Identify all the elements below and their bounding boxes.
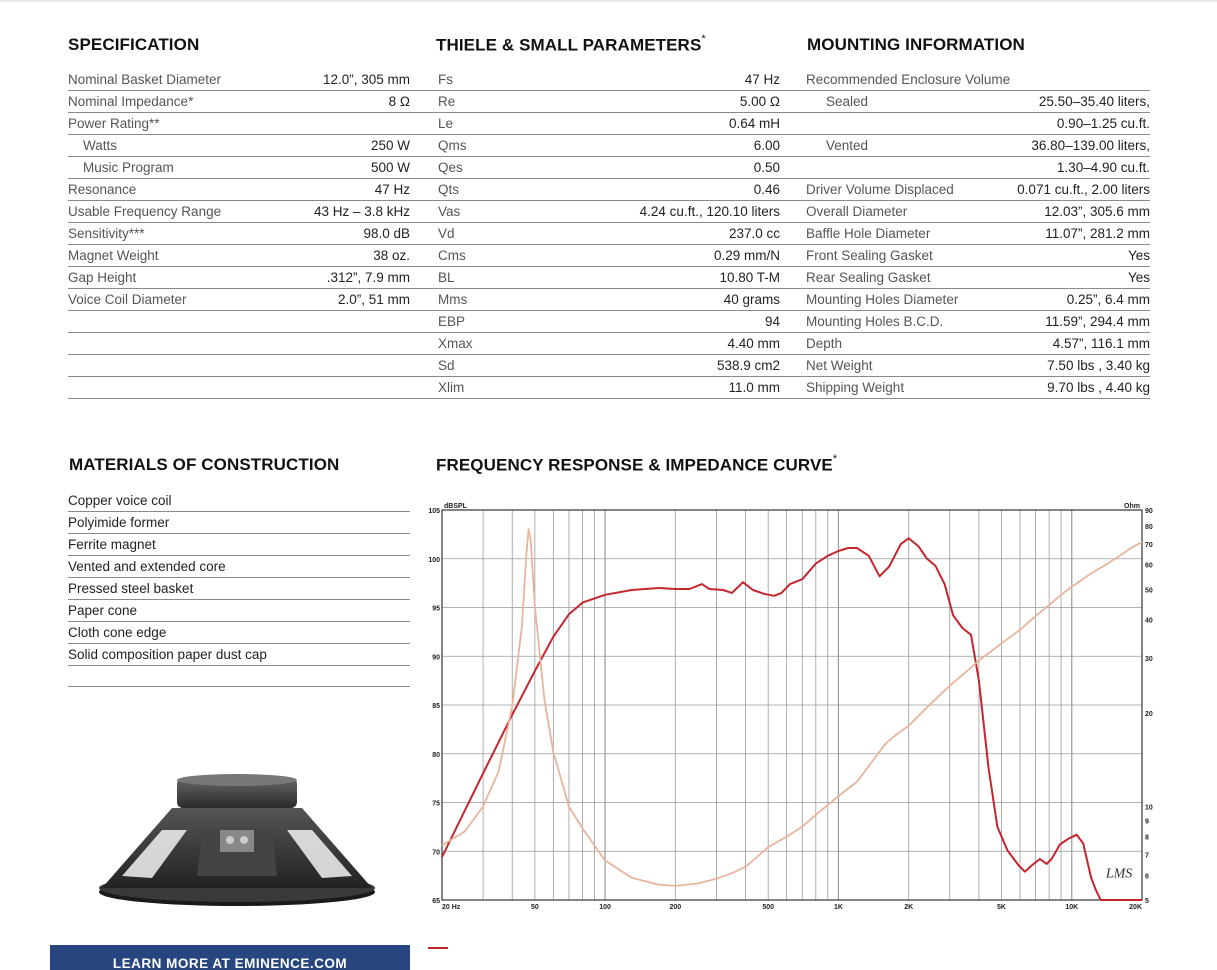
y2-axis-label: Ohm bbox=[1124, 503, 1140, 510]
mount-label: Rear Sealing Gasket bbox=[806, 270, 931, 285]
spec-label: Music Program bbox=[83, 160, 174, 175]
spec-row bbox=[68, 157, 410, 179]
mount-row bbox=[780, 311, 1150, 333]
y-tick-label: 90 bbox=[432, 654, 440, 662]
spec-value: 8 Ω bbox=[388, 94, 410, 109]
x-tick-label: 20 Hz bbox=[442, 904, 461, 911]
ts-label: Vd bbox=[438, 226, 455, 241]
spec-label: Nominal Basket Diameter bbox=[68, 72, 222, 87]
x-tick-label: 2K bbox=[904, 904, 914, 911]
materials-heading: MATERIALS OF CONSTRUCTION bbox=[69, 455, 340, 474]
mount-label: Front Sealing Gasket bbox=[806, 248, 933, 263]
x-tick-label: 500 bbox=[762, 904, 775, 911]
lms-watermark: LMS bbox=[1105, 866, 1133, 882]
material-item: Pressed steel basket bbox=[68, 578, 410, 600]
spec-label: Usable Frequency Range bbox=[68, 204, 222, 219]
y2-tick-label: 7 bbox=[1145, 852, 1149, 860]
y-tick-label: 70 bbox=[432, 849, 440, 857]
ts-label: Qms bbox=[438, 138, 467, 153]
y2-tick-label: 10 bbox=[1145, 804, 1153, 812]
y2-tick-label: 9 bbox=[1145, 818, 1149, 826]
spec-row bbox=[68, 179, 410, 201]
material-item-empty bbox=[68, 666, 410, 687]
ts-value: 0.64 mH bbox=[728, 116, 780, 131]
specification-table bbox=[68, 69, 410, 399]
y2-tick-label: 8 bbox=[1145, 834, 1149, 842]
material-item: Ferrite magnet bbox=[68, 534, 410, 556]
ts-value: 11.0 mm bbox=[728, 380, 780, 395]
spec-row bbox=[68, 267, 410, 289]
ts-label: Re bbox=[438, 94, 456, 109]
spec-label: Watts bbox=[83, 138, 118, 153]
mount-label: Sealed bbox=[826, 94, 869, 109]
mount-row bbox=[780, 201, 1150, 223]
spec-label: Magnet Weight bbox=[68, 248, 159, 263]
accent-dash bbox=[428, 947, 448, 949]
material-item: Vented and extended core bbox=[68, 556, 410, 578]
ts-row bbox=[410, 113, 780, 135]
spec-row bbox=[68, 289, 410, 311]
ts-row bbox=[410, 355, 780, 377]
ts-label: Xlim bbox=[438, 380, 465, 395]
spec-value: 98.0 dB bbox=[363, 226, 410, 241]
spec-label: Power Rating** bbox=[68, 116, 160, 131]
mount-value: 25.50–35.40 liters, bbox=[1038, 94, 1150, 109]
y-axis-label: dBSPL bbox=[444, 503, 467, 510]
mount-value: Yes bbox=[1127, 248, 1150, 263]
x-tick-label: 1K bbox=[833, 904, 843, 911]
spec-row bbox=[68, 91, 410, 113]
ts-label: Xmax bbox=[438, 336, 473, 351]
spec-label: Resonance bbox=[68, 182, 137, 197]
ts-label: BL bbox=[438, 270, 455, 285]
specification-heading: SPECIFICATION bbox=[68, 35, 200, 54]
thiele-small-title: THIELE & SMALL PARAMETERS bbox=[436, 35, 702, 55]
mounting-table bbox=[780, 69, 1150, 399]
y-tick-label: 80 bbox=[432, 751, 440, 759]
ts-value: 0.46 bbox=[753, 182, 780, 197]
y-tick-label: 85 bbox=[432, 703, 440, 710]
x-tick-label: 10K bbox=[1065, 904, 1079, 911]
y-tick-label: 75 bbox=[432, 800, 440, 808]
ts-label: Cms bbox=[438, 248, 466, 263]
material-item: Copper voice coil bbox=[68, 490, 410, 512]
spec-value: 38 oz. bbox=[373, 248, 410, 263]
spec-row-empty bbox=[68, 377, 410, 399]
ts-value: 47 Hz bbox=[744, 72, 780, 87]
mount-value: 11.07”, 281.2 mm bbox=[1045, 226, 1150, 241]
x-tick-label: 100 bbox=[599, 904, 611, 911]
y2-tick-label: 80 bbox=[1145, 523, 1153, 531]
mount-value: 4.57”, 116.1 mm bbox=[1052, 336, 1150, 351]
spec-row-empty bbox=[68, 355, 410, 377]
mount-label: Mounting Holes Diameter bbox=[806, 292, 959, 307]
ts-label: Qts bbox=[438, 182, 460, 197]
spec-row bbox=[68, 69, 410, 91]
y2-tick-label: 6 bbox=[1145, 873, 1149, 881]
mount-row bbox=[780, 157, 1150, 179]
spec-value: 250 W bbox=[370, 138, 410, 153]
ts-row bbox=[410, 69, 780, 91]
speaker-terminals bbox=[220, 830, 254, 852]
mount-row bbox=[780, 223, 1150, 245]
ts-label: Vas bbox=[438, 204, 461, 219]
ts-value: 0.29 mm/N bbox=[713, 248, 780, 263]
ts-label: EBP bbox=[438, 314, 466, 329]
ts-row bbox=[410, 179, 780, 201]
mount-label: Shipping Weight bbox=[806, 380, 905, 395]
spec-label: Voice Coil Diameter bbox=[68, 292, 187, 307]
ts-value: 4.40 mm bbox=[727, 336, 780, 351]
materials-list bbox=[68, 490, 410, 687]
thiele-small-heading bbox=[436, 35, 706, 56]
spec-row bbox=[68, 135, 410, 157]
ts-label: Qes bbox=[438, 160, 463, 175]
ts-value: 4.24 cu.ft., 120.10 liters bbox=[639, 204, 780, 219]
spec-value: 47 Hz bbox=[374, 182, 410, 197]
y2-tick-label: 30 bbox=[1145, 656, 1153, 664]
mount-label: Net Weight bbox=[806, 358, 873, 373]
material-item: Cloth cone edge bbox=[68, 622, 410, 644]
y-tick-label: 95 bbox=[432, 605, 440, 613]
mount-row bbox=[780, 289, 1150, 311]
spec-row bbox=[68, 223, 410, 245]
mount-label: Vented bbox=[826, 138, 869, 153]
terminal-icon bbox=[226, 836, 234, 844]
y-tick-label: 100 bbox=[428, 556, 440, 564]
spec-label: Nominal Impedance* bbox=[68, 94, 194, 109]
mount-row bbox=[780, 355, 1150, 377]
ts-label: Mms bbox=[438, 292, 468, 307]
mount-label: Mounting Holes B.C.D. bbox=[806, 314, 944, 329]
spec-label: Gap Height bbox=[68, 270, 137, 285]
mounting-heading: MOUNTING INFORMATION bbox=[807, 35, 1025, 54]
mount-value: 1.30–4.90 cu.ft. bbox=[1056, 160, 1150, 175]
y-tick-label: 105 bbox=[428, 508, 440, 515]
ts-value: 237.0 cc bbox=[728, 226, 780, 241]
spec-row bbox=[68, 201, 410, 223]
ts-value: 40 grams bbox=[723, 292, 780, 307]
ts-row bbox=[410, 377, 780, 399]
ts-row bbox=[410, 311, 780, 333]
ts-row bbox=[410, 245, 780, 267]
mount-label: Driver Volume Displaced bbox=[806, 182, 954, 197]
mount-label: Baffle Hole Diameter bbox=[806, 226, 931, 241]
spec-value: 500 W bbox=[370, 160, 410, 175]
y2-tick-label: 90 bbox=[1145, 508, 1153, 515]
x-tick-label: 5K bbox=[997, 904, 1006, 911]
spec-value: 43 Hz – 3.8 kHz bbox=[313, 204, 410, 219]
x-tick-label: 50 bbox=[530, 904, 539, 911]
terminal-icon bbox=[240, 836, 248, 844]
mount-value: 12.03”, 305.6 mm bbox=[1044, 204, 1150, 219]
spec-row bbox=[68, 245, 410, 267]
ts-value: 0.50 bbox=[753, 160, 780, 175]
spec-value: .312”, 7.9 mm bbox=[326, 270, 410, 285]
mount-row bbox=[780, 91, 1150, 113]
thiele-small-asterisk: * bbox=[701, 33, 706, 45]
ts-row bbox=[410, 157, 780, 179]
y2-tick-label: 70 bbox=[1145, 541, 1153, 549]
x-tick-label: 20K bbox=[1129, 904, 1142, 911]
mount-value: 0.90–1.25 cu.ft. bbox=[1056, 116, 1150, 131]
mount-value: 36.80–139.00 liters, bbox=[1031, 138, 1150, 153]
spec-row-empty bbox=[68, 333, 410, 355]
spec-value: 12.0”, 305 mm bbox=[322, 72, 410, 87]
mount-value: Yes bbox=[1127, 270, 1150, 285]
mount-row bbox=[780, 135, 1150, 157]
ts-value: 94 bbox=[764, 314, 780, 329]
top-divider bbox=[0, 0, 1217, 2]
y2-tick-label: 20 bbox=[1145, 710, 1153, 718]
mount-value: 0.071 cu.ft., 2.00 liters bbox=[1017, 182, 1150, 197]
frequency-heading bbox=[436, 455, 837, 476]
frequency-asterisk: * bbox=[832, 453, 838, 465]
mount-value: 0.25”, 6.4 mm bbox=[1066, 292, 1150, 307]
ts-row bbox=[410, 333, 780, 355]
frequency-title: FREQUENCY RESPONSE & IMPEDANCE CURVE bbox=[436, 455, 833, 475]
mount-row bbox=[780, 245, 1150, 267]
ts-row bbox=[410, 201, 780, 223]
ts-label: Sd bbox=[438, 358, 455, 373]
y-tick-label: 65 bbox=[432, 898, 440, 905]
ts-label: Le bbox=[438, 116, 454, 131]
material-item: Solid composition paper dust cap bbox=[68, 644, 410, 666]
ts-label: Fs bbox=[438, 72, 453, 87]
ts-row bbox=[410, 135, 780, 157]
material-item: Polyimide former bbox=[68, 512, 410, 534]
spec-label: Sensitivity*** bbox=[68, 226, 145, 241]
ts-row bbox=[410, 223, 780, 245]
y2-tick-label: 40 bbox=[1145, 617, 1153, 625]
mount-row bbox=[780, 333, 1150, 355]
spec-row-empty bbox=[68, 311, 410, 333]
mount-row bbox=[780, 267, 1150, 289]
learn-more-button[interactable]: LEARN MORE AT EMINENCE.COM bbox=[50, 945, 410, 970]
ts-value: 5.00 Ω bbox=[739, 94, 780, 109]
x-tick-label: 200 bbox=[669, 904, 682, 911]
frequency-response-chart bbox=[420, 498, 1160, 918]
y2-tick-label: 50 bbox=[1145, 587, 1153, 595]
mount-row bbox=[780, 179, 1150, 201]
y2-tick-label: 5 bbox=[1145, 898, 1149, 905]
mount-row bbox=[780, 113, 1150, 135]
mount-label: Depth bbox=[806, 336, 843, 351]
material-item: Paper cone bbox=[68, 600, 410, 622]
magnet-top bbox=[177, 774, 297, 786]
ts-row bbox=[410, 267, 780, 289]
ts-row bbox=[410, 91, 780, 113]
ts-value: 6.00 bbox=[753, 138, 780, 153]
ts-value: 538.9 cm2 bbox=[716, 358, 780, 373]
mount-label: Recommended Enclosure Volume bbox=[806, 72, 1011, 87]
thiele-small-table bbox=[410, 69, 780, 399]
ts-value: 10.80 T-M bbox=[719, 270, 780, 285]
mount-value: 7.50 lbs , 3.40 kg bbox=[1047, 358, 1150, 373]
mount-value: 9.70 lbs , 4.40 kg bbox=[1047, 380, 1150, 395]
mount-row bbox=[780, 377, 1150, 399]
mount-label: Overall Diameter bbox=[806, 204, 908, 219]
spec-value: 2.0”, 51 mm bbox=[337, 292, 410, 307]
speaker-image bbox=[92, 768, 382, 908]
y2-tick-label: 60 bbox=[1145, 562, 1153, 570]
mount-value: 11.59”, 294.4 mm bbox=[1045, 314, 1150, 329]
spec-row bbox=[68, 113, 410, 135]
ts-row bbox=[410, 289, 780, 311]
mount-row bbox=[780, 69, 1150, 91]
